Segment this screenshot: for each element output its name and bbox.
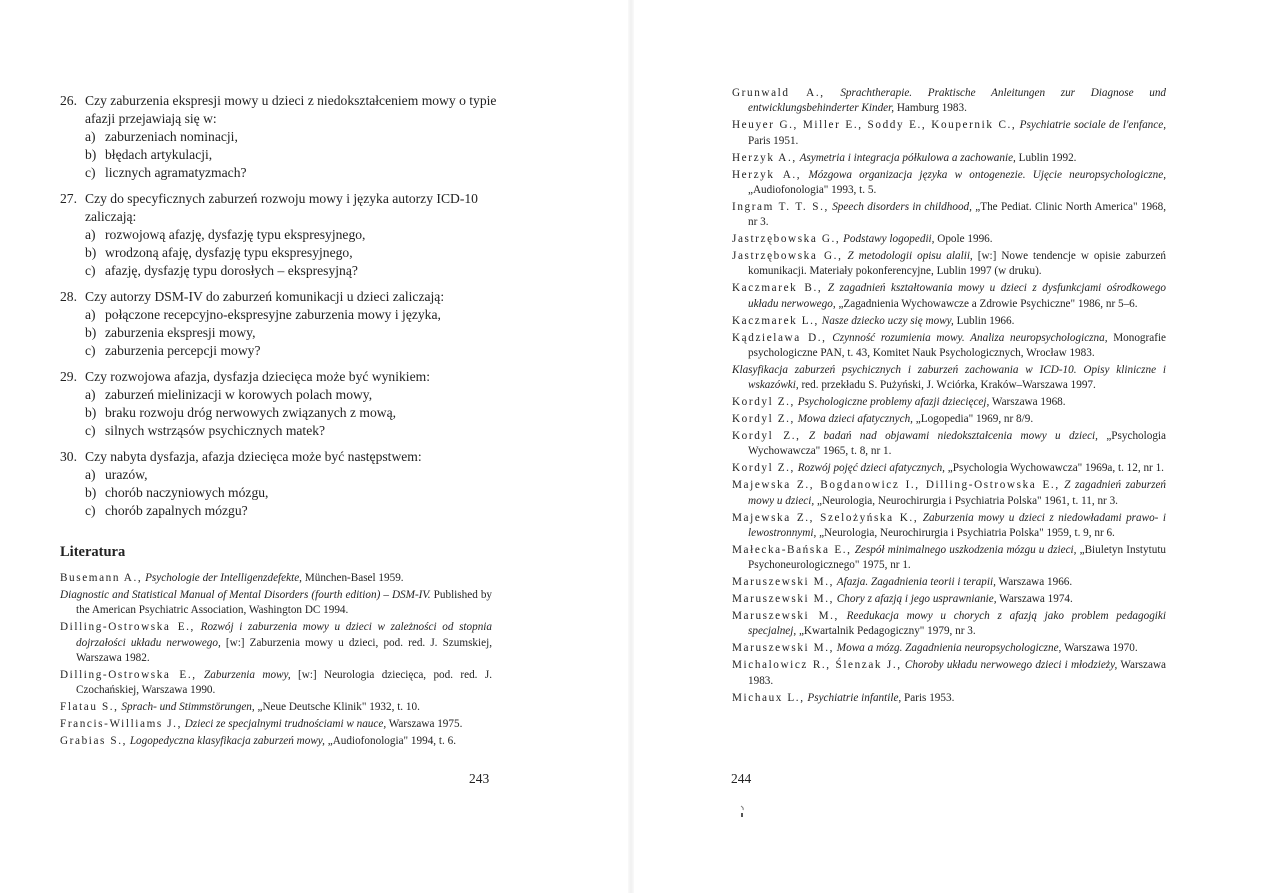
reference-author: Majewska Z., Bogdanowicz I., Dilling-Ostrowska E., bbox=[732, 479, 1060, 492]
reference-details: „Zagadnienia Wychowawcze a Zdrowie Psychiczne" 1986, nr 5–6. bbox=[838, 297, 1138, 310]
reference-entry bbox=[732, 281, 1166, 312]
left-page bbox=[0, 0, 628, 893]
reference-author: Dilling-Ostrowska E., bbox=[60, 668, 197, 681]
literature-heading: Literatura bbox=[60, 544, 126, 560]
question-text-row bbox=[60, 288, 500, 306]
question-number: 27. bbox=[60, 191, 77, 206]
reference-title: Chory z afazją i jego usprawnianie, bbox=[836, 593, 997, 606]
question-number: 30. bbox=[60, 449, 77, 464]
answer-option bbox=[60, 128, 500, 146]
question-item bbox=[60, 190, 500, 280]
question-text-row bbox=[60, 92, 500, 128]
option-text: zaburzenia percepcji mowy? bbox=[105, 343, 261, 358]
reference-details: „The Pediat. Clinic North America" 1968, nr 3. bbox=[748, 200, 1167, 229]
option-letter: a) bbox=[85, 307, 96, 322]
answer-option bbox=[60, 422, 500, 440]
option-letter: c) bbox=[85, 165, 96, 180]
reference-title: Afazja. Zagadnienia teorii i terapii, bbox=[836, 576, 996, 589]
option-text: błędach artykulacji, bbox=[105, 147, 213, 162]
left-reference-list bbox=[60, 571, 492, 751]
question-text: Czy rozwojowa afazja, dysfazja dziecięca może być wynikiem: bbox=[85, 369, 430, 384]
question-text: Czy autorzy DSM-IV do zaburzeń komunikacji u dzieci zaliczają: bbox=[85, 289, 445, 304]
option-letter: a) bbox=[85, 387, 96, 402]
reference-entry bbox=[732, 86, 1166, 117]
reference-entry bbox=[732, 200, 1166, 231]
reference-entry bbox=[732, 412, 1166, 427]
reference-entry bbox=[732, 363, 1166, 394]
option-letter: b) bbox=[85, 485, 97, 500]
reference-title: Zaburzenia mowy, bbox=[204, 668, 291, 681]
reference-title: Rozwój pojęć dzieci afatycznych, bbox=[797, 462, 945, 475]
question-number: 26. bbox=[60, 93, 77, 108]
reference-entry bbox=[60, 588, 492, 619]
reference-title: Rozwój i zaburzenia mowy u dzieci w zależności od stopnia dojrzałości układu nerwowego, bbox=[76, 621, 493, 649]
reference-author: Herzyk A., bbox=[732, 151, 797, 164]
reference-details: München-Basel 1959. bbox=[304, 572, 404, 584]
reference-author: Heuyer G., Miller E., Soddy E., Koupernik C., bbox=[732, 119, 1017, 132]
reference-details: „Audiofonologia" 1993, t. 5. bbox=[748, 183, 877, 196]
reference-title: Psychiatrie infantile, bbox=[807, 691, 902, 704]
reference-entry bbox=[732, 461, 1166, 476]
reference-author: Grabias S., bbox=[60, 735, 128, 748]
reference-author: Jastrzębowska G., bbox=[732, 250, 843, 263]
reference-details: „Psychologia Wychowawcza" 1965, t. 8, nr 1. bbox=[748, 430, 1167, 458]
reference-title: Z badań nad objawami niedokształcenia mowy u dzieci, bbox=[808, 430, 1098, 443]
question-item bbox=[60, 92, 500, 182]
answer-option bbox=[60, 146, 500, 164]
reference-author: Kordyl Z., bbox=[732, 462, 795, 475]
reference-entry bbox=[60, 668, 492, 699]
option-text: licznych agramatyzmach? bbox=[105, 165, 247, 180]
reference-title: Mowa a mózg. Zagadnienia neuropsychologiczne, bbox=[836, 642, 1062, 655]
page-number-right: 244 bbox=[731, 771, 752, 786]
reference-entry bbox=[732, 232, 1166, 247]
option-letter: b) bbox=[85, 245, 97, 260]
reference-entry bbox=[732, 641, 1166, 656]
option-text: zaburzeniach nominacji, bbox=[105, 129, 238, 144]
reference-details: Hamburg 1983. bbox=[896, 102, 967, 115]
reference-author: Kordyl Z., bbox=[732, 396, 795, 409]
reference-details: „Neurologia, Neurochirurgia i Psychiatria Polska" 1959, t. 9, nr 6. bbox=[819, 526, 1115, 539]
option-text: silnych wstrząsów psychicznych matek? bbox=[105, 423, 326, 438]
reference-author: Maruszewski M., bbox=[732, 610, 839, 622]
option-text: zaburzenia ekspresji mowy, bbox=[105, 325, 256, 340]
reference-entry bbox=[732, 543, 1166, 574]
reference-entry bbox=[60, 620, 492, 666]
question-text: Czy zaburzenia ekspresji mowy u dzieci z niedokształceniem mowy o typie afazji przejawiają się w: bbox=[85, 93, 497, 126]
reference-details: „Logopedia" 1969, nr 8/9. bbox=[915, 413, 1034, 426]
reference-title: Asymetria i integracja półkulowa a zachowanie, bbox=[799, 151, 1016, 164]
reference-details: „Kwartalnik Pedagogiczny" 1979, nr 3. bbox=[798, 625, 976, 638]
reference-title: Reedukacja mowy u chorych z afazją jako problem pedagogiki specjalnej, bbox=[748, 610, 1166, 638]
reference-entry bbox=[732, 691, 1166, 706]
reference-author: Francis-Williams J., bbox=[60, 718, 182, 731]
reference-title: Nasze dziecko uczy się mowy, bbox=[821, 314, 954, 327]
reference-title: Zespół minimalnego uszkodzenia mózgu u dzieci, bbox=[854, 543, 1077, 556]
option-text: rozwojową afazję, dysfazję typu ekspresyjnego, bbox=[105, 227, 366, 242]
reference-entry bbox=[732, 331, 1166, 362]
reference-author: Maruszewski M., bbox=[732, 576, 834, 589]
reference-author: Maruszewski M., bbox=[732, 593, 834, 606]
reference-title: Z metodologii opisu alalii, bbox=[847, 250, 973, 263]
reference-details: Warszawa 1970. bbox=[1063, 642, 1138, 655]
question-list bbox=[60, 92, 500, 528]
option-letter: a) bbox=[85, 467, 96, 482]
option-text: afazję, dysfazję typu dorosłych – ekspresyjną? bbox=[105, 263, 358, 278]
question-item bbox=[60, 448, 500, 520]
reference-details: Published by the American Psychiatric Association, Washington DC 1994. bbox=[76, 588, 493, 617]
reference-title: Mowa dzieci afatycznych, bbox=[797, 413, 913, 426]
page-number-left: 243 bbox=[469, 771, 490, 786]
reference-entry bbox=[60, 717, 492, 732]
reference-entry bbox=[60, 700, 492, 715]
option-text: zaburzeń mielinizacji w korowych polach mowy, bbox=[105, 387, 373, 402]
reference-author: Herzyk A., bbox=[732, 168, 802, 181]
reference-details: [w:] Nowe tendencje w opisie zaburzeń komunikacji. Materiały pokonferencyjne, Lublin 1997 (w druku). bbox=[748, 250, 1167, 278]
reference-title: Psychiatrie sociale de l'enfance, bbox=[1019, 119, 1166, 132]
reference-author: Michaux L., bbox=[732, 691, 805, 704]
reference-title: Sprach- und Stimmstörungen, bbox=[121, 701, 255, 714]
reference-details: [w:] Neurologia dziecięca, pod. red. J. Czochańskiej, Warszawa 1990. bbox=[76, 668, 492, 697]
reference-details: Monografie psychologiczne PAN, t. 43, Komitet Nauk Psychologicznych, Wrocław 1983. bbox=[748, 331, 1167, 359]
reference-title: Z zagadnień kształtowania mowy u dzieci z dysfunkcjami ośrodkowego układu nerwowego, bbox=[748, 282, 1167, 310]
option-letter: c) bbox=[85, 343, 96, 358]
reference-author: Kaczmarek B., bbox=[732, 282, 823, 295]
reference-title: Podstawy logopedii, bbox=[843, 233, 935, 246]
reference-author: Majewska Z., Szelożyńska K., bbox=[732, 511, 919, 524]
reference-entry bbox=[732, 395, 1166, 410]
reference-entry bbox=[732, 249, 1166, 280]
reference-title: Zaburzenia mowy u dzieci z niedowładami prawo- i lewostronnymi, bbox=[748, 511, 1166, 539]
reference-title: Logopedyczna klasyfikacja zaburzeń mowy, bbox=[129, 735, 325, 748]
reference-entry bbox=[732, 658, 1166, 689]
reference-details: Lublin 1992. bbox=[1018, 151, 1077, 164]
reference-details: Warszawa 1975. bbox=[388, 718, 463, 731]
question-text-row bbox=[60, 190, 500, 226]
reference-title: Czynność rozumienia mowy. Analiza neuropsychologiczna, bbox=[832, 331, 1108, 344]
reference-title: Choroby układu nerwowego dzieci i młodzieży, bbox=[904, 659, 1118, 672]
answer-option bbox=[60, 502, 500, 520]
option-text: urazów, bbox=[105, 467, 148, 482]
option-letter: a) bbox=[85, 227, 96, 242]
question-text: Czy nabyta dysfazja, afazja dziecięca może być następstwem: bbox=[85, 449, 422, 464]
reference-details: Paris 1951. bbox=[748, 134, 799, 147]
reference-title: Sprachtherapie. Praktische Anleitungen zur Diagnose und entwicklungsbehinderter Kinder, bbox=[748, 87, 1167, 115]
reference-author: Małecka-Bańska E., bbox=[732, 543, 852, 556]
answer-option bbox=[60, 164, 500, 182]
answer-option bbox=[60, 342, 500, 360]
answer-option bbox=[60, 466, 500, 484]
reference-entry bbox=[60, 571, 492, 586]
option-text: chorób naczyniowych mózgu, bbox=[105, 485, 269, 500]
reference-title: Diagnostic and Statistical Manual of Mental Disorders (fourth edition) – DSM-IV. bbox=[60, 588, 431, 601]
option-text: połączone recepcyjno-ekspresyjne zaburzenia mowy i języka, bbox=[105, 307, 441, 322]
reference-title: Mózgowa organizacja języka w ontogenezie. Ujęcie neuropsychologiczne, bbox=[808, 168, 1167, 181]
answer-option bbox=[60, 484, 500, 502]
reference-details: [w:] Zaburzenia mowy u dzieci, pod. red. J. Szumskiej, Warszawa 1982. bbox=[76, 636, 492, 665]
reference-details: „Neue Deutsche Klinik" 1932, t. 10. bbox=[257, 701, 420, 714]
reference-author: Grunwald A., bbox=[732, 87, 825, 99]
reference-details: Paris 1953. bbox=[904, 691, 955, 704]
reference-author: Maruszewski M., bbox=[732, 642, 834, 655]
right-page bbox=[634, 0, 1263, 893]
answer-option bbox=[60, 404, 500, 422]
reference-details: „Biuletyn Instytutu Psychoneurologicznego" 1975, nr 1. bbox=[748, 543, 1167, 572]
reference-details: „Psychologia Wychowawcza" 1969a, t. 12, nr 1. bbox=[947, 462, 1164, 475]
reference-author: Michalowicz R., Ślenzak J., bbox=[732, 659, 902, 672]
option-letter: b) bbox=[85, 325, 97, 340]
reference-title: Psychologie der Intelligenzdefekte, bbox=[145, 572, 302, 584]
reference-entry bbox=[732, 151, 1166, 166]
option-letter: a) bbox=[85, 129, 96, 144]
reference-details: Opole 1996. bbox=[937, 233, 993, 246]
reference-details: Warszawa 1968. bbox=[991, 396, 1066, 409]
scan-speck bbox=[736, 805, 748, 819]
answer-option bbox=[60, 226, 500, 244]
reference-entry bbox=[732, 511, 1166, 542]
reference-details: Warszawa 1983. bbox=[748, 659, 1166, 687]
reference-entry bbox=[732, 429, 1166, 460]
reference-author: Busemann A., bbox=[60, 572, 143, 584]
reference-details: „Audiofonologia" 1994, t. 6. bbox=[327, 735, 456, 748]
reference-author: Kordyl Z., bbox=[732, 430, 801, 443]
reference-details: „Neurologia, Neurochirurgia i Psychiatria Polska" 1961, t. 11, nr 3. bbox=[816, 494, 1118, 507]
answer-option bbox=[60, 244, 500, 262]
question-item bbox=[60, 288, 500, 360]
option-text: wrodzoną afaję, dysfazję typu ekspresyjnego, bbox=[105, 245, 353, 260]
reference-author: Dilling-Ostrowska E., bbox=[60, 621, 195, 634]
answer-option bbox=[60, 306, 500, 324]
reference-details: Warszawa 1974. bbox=[999, 593, 1073, 606]
option-letter: c) bbox=[85, 423, 96, 438]
answer-option bbox=[60, 262, 500, 280]
question-item bbox=[60, 368, 500, 440]
reference-title: Dzieci ze specjalnymi trudnościami w nauce, bbox=[184, 718, 387, 731]
reference-author: Jastrzębowska G., bbox=[732, 233, 841, 246]
reference-entry bbox=[732, 118, 1166, 149]
reference-title: Speech disorders in childhood, bbox=[832, 200, 972, 213]
option-text: chorób zapalnych mózgu? bbox=[105, 503, 248, 518]
reference-details: Lublin 1966. bbox=[956, 314, 1015, 327]
question-text: Czy do specyficznych zaburzeń rozwoju mowy i języka autorzy ICD-10 zaliczają: bbox=[85, 191, 478, 224]
reference-author: Kądzielawa D., bbox=[732, 331, 827, 344]
reference-author: Flatau S., bbox=[60, 701, 119, 714]
question-number: 28. bbox=[60, 289, 77, 304]
answer-option bbox=[60, 386, 500, 404]
reference-entry bbox=[732, 575, 1166, 590]
reference-title: Klasyfikacja zaburzeń psychicznych i zaburzeń zachowania w ICD-10. Opisy kliniczne i wskazówki, bbox=[732, 363, 1166, 392]
reference-entry bbox=[732, 592, 1166, 607]
question-text-row bbox=[60, 448, 500, 466]
reference-details: Warszawa 1966. bbox=[998, 576, 1073, 589]
reference-entry bbox=[732, 609, 1166, 640]
reference-details: red. przekładu S. Pużyński, J. Wciórka, Kraków–Warszawa 1997. bbox=[801, 379, 1096, 392]
reference-title: Z zagadnień zaburzeń mowy u dzieci, bbox=[748, 479, 1167, 507]
reference-entry bbox=[60, 734, 492, 749]
option-text: braku rozwoju dróg nerwowych związanych z mową, bbox=[105, 405, 397, 420]
right-reference-list bbox=[732, 86, 1166, 707]
answer-option bbox=[60, 324, 500, 342]
reference-author: Kaczmarek L., bbox=[732, 314, 819, 327]
reference-author: Ingram T. T. S., bbox=[732, 200, 829, 213]
question-number: 29. bbox=[60, 369, 77, 384]
reference-entry bbox=[732, 478, 1166, 509]
reference-entry bbox=[732, 168, 1166, 199]
option-letter: c) bbox=[85, 503, 96, 518]
reference-entry bbox=[732, 314, 1166, 329]
question-text-row bbox=[60, 368, 500, 386]
reference-author: Kordyl Z., bbox=[732, 413, 795, 426]
option-letter: b) bbox=[85, 405, 97, 420]
reference-title: Psychologiczne problemy afazji dziecięcej, bbox=[797, 396, 990, 409]
option-letter: c) bbox=[85, 263, 96, 278]
option-letter: b) bbox=[85, 147, 97, 162]
